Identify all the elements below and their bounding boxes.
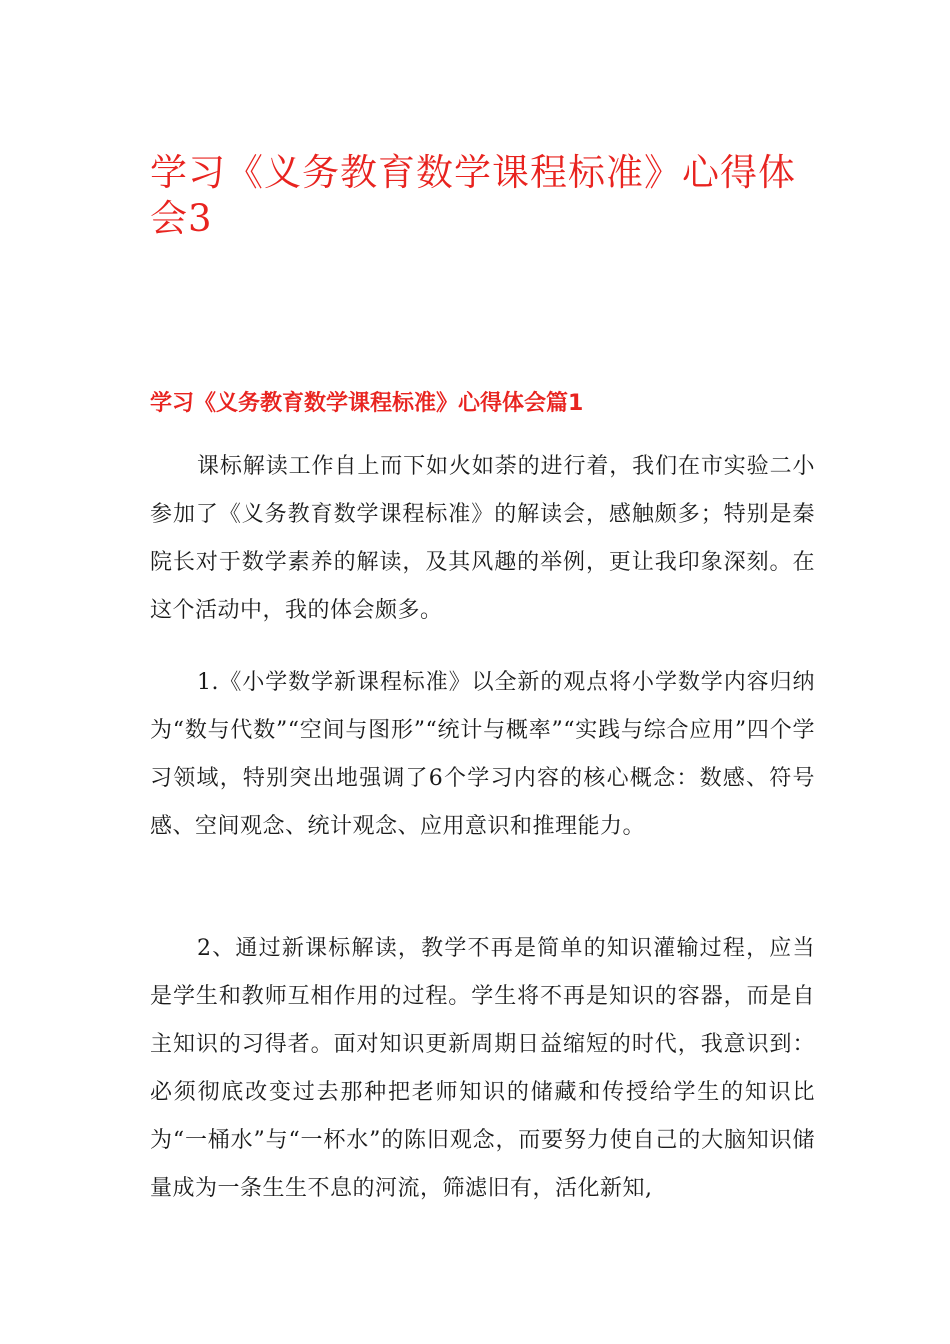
document-title: 学习《义务教育数学课程标准》心得体会3 — [150, 151, 796, 240]
paragraph-2: 1.《小学数学新课程标准》以全新的观点将小学数学内容归纳为“数与代数”“空间与图形”“统计与概率”“实践与综合应用”四个学习领域，特别突出地强调了6个学习内容的核心概念：数感、符号感、空间观念、统计观念、应用意识和推理能力。 — [150, 670, 815, 839]
section-heading: 学习《义务教育数学课程标准》心得体会篇1 — [150, 391, 584, 416]
paragraph-3: 2、通过新课标解读，教学不再是简单的知识灌输过程，应当是学生和教师互相作用的过程。学生将不再是知识的容器，而是自主知识的习得者。面对知识更新周期日益缩短的时代，我意识到：必须彻底改变过去那种把老师知识的储藏和传授给学生的知识比为“一桶水”与“一杯水”的陈旧观念，而要努力使自己的大脑知识储量成为一条生生不息的河流，筛滤旧有，活化新知, — [150, 936, 815, 1201]
paragraph-1: 课标解读工作自上而下如火如荼的进行着，我们在市实验二小参加了《义务教育数学课程标准》的解读会，感触颇多；特别是秦院长对于数学素养的解读，及其风趣的举例，更让我印象深刻。在这个活动中，我的体会颇多。 — [150, 454, 815, 623]
